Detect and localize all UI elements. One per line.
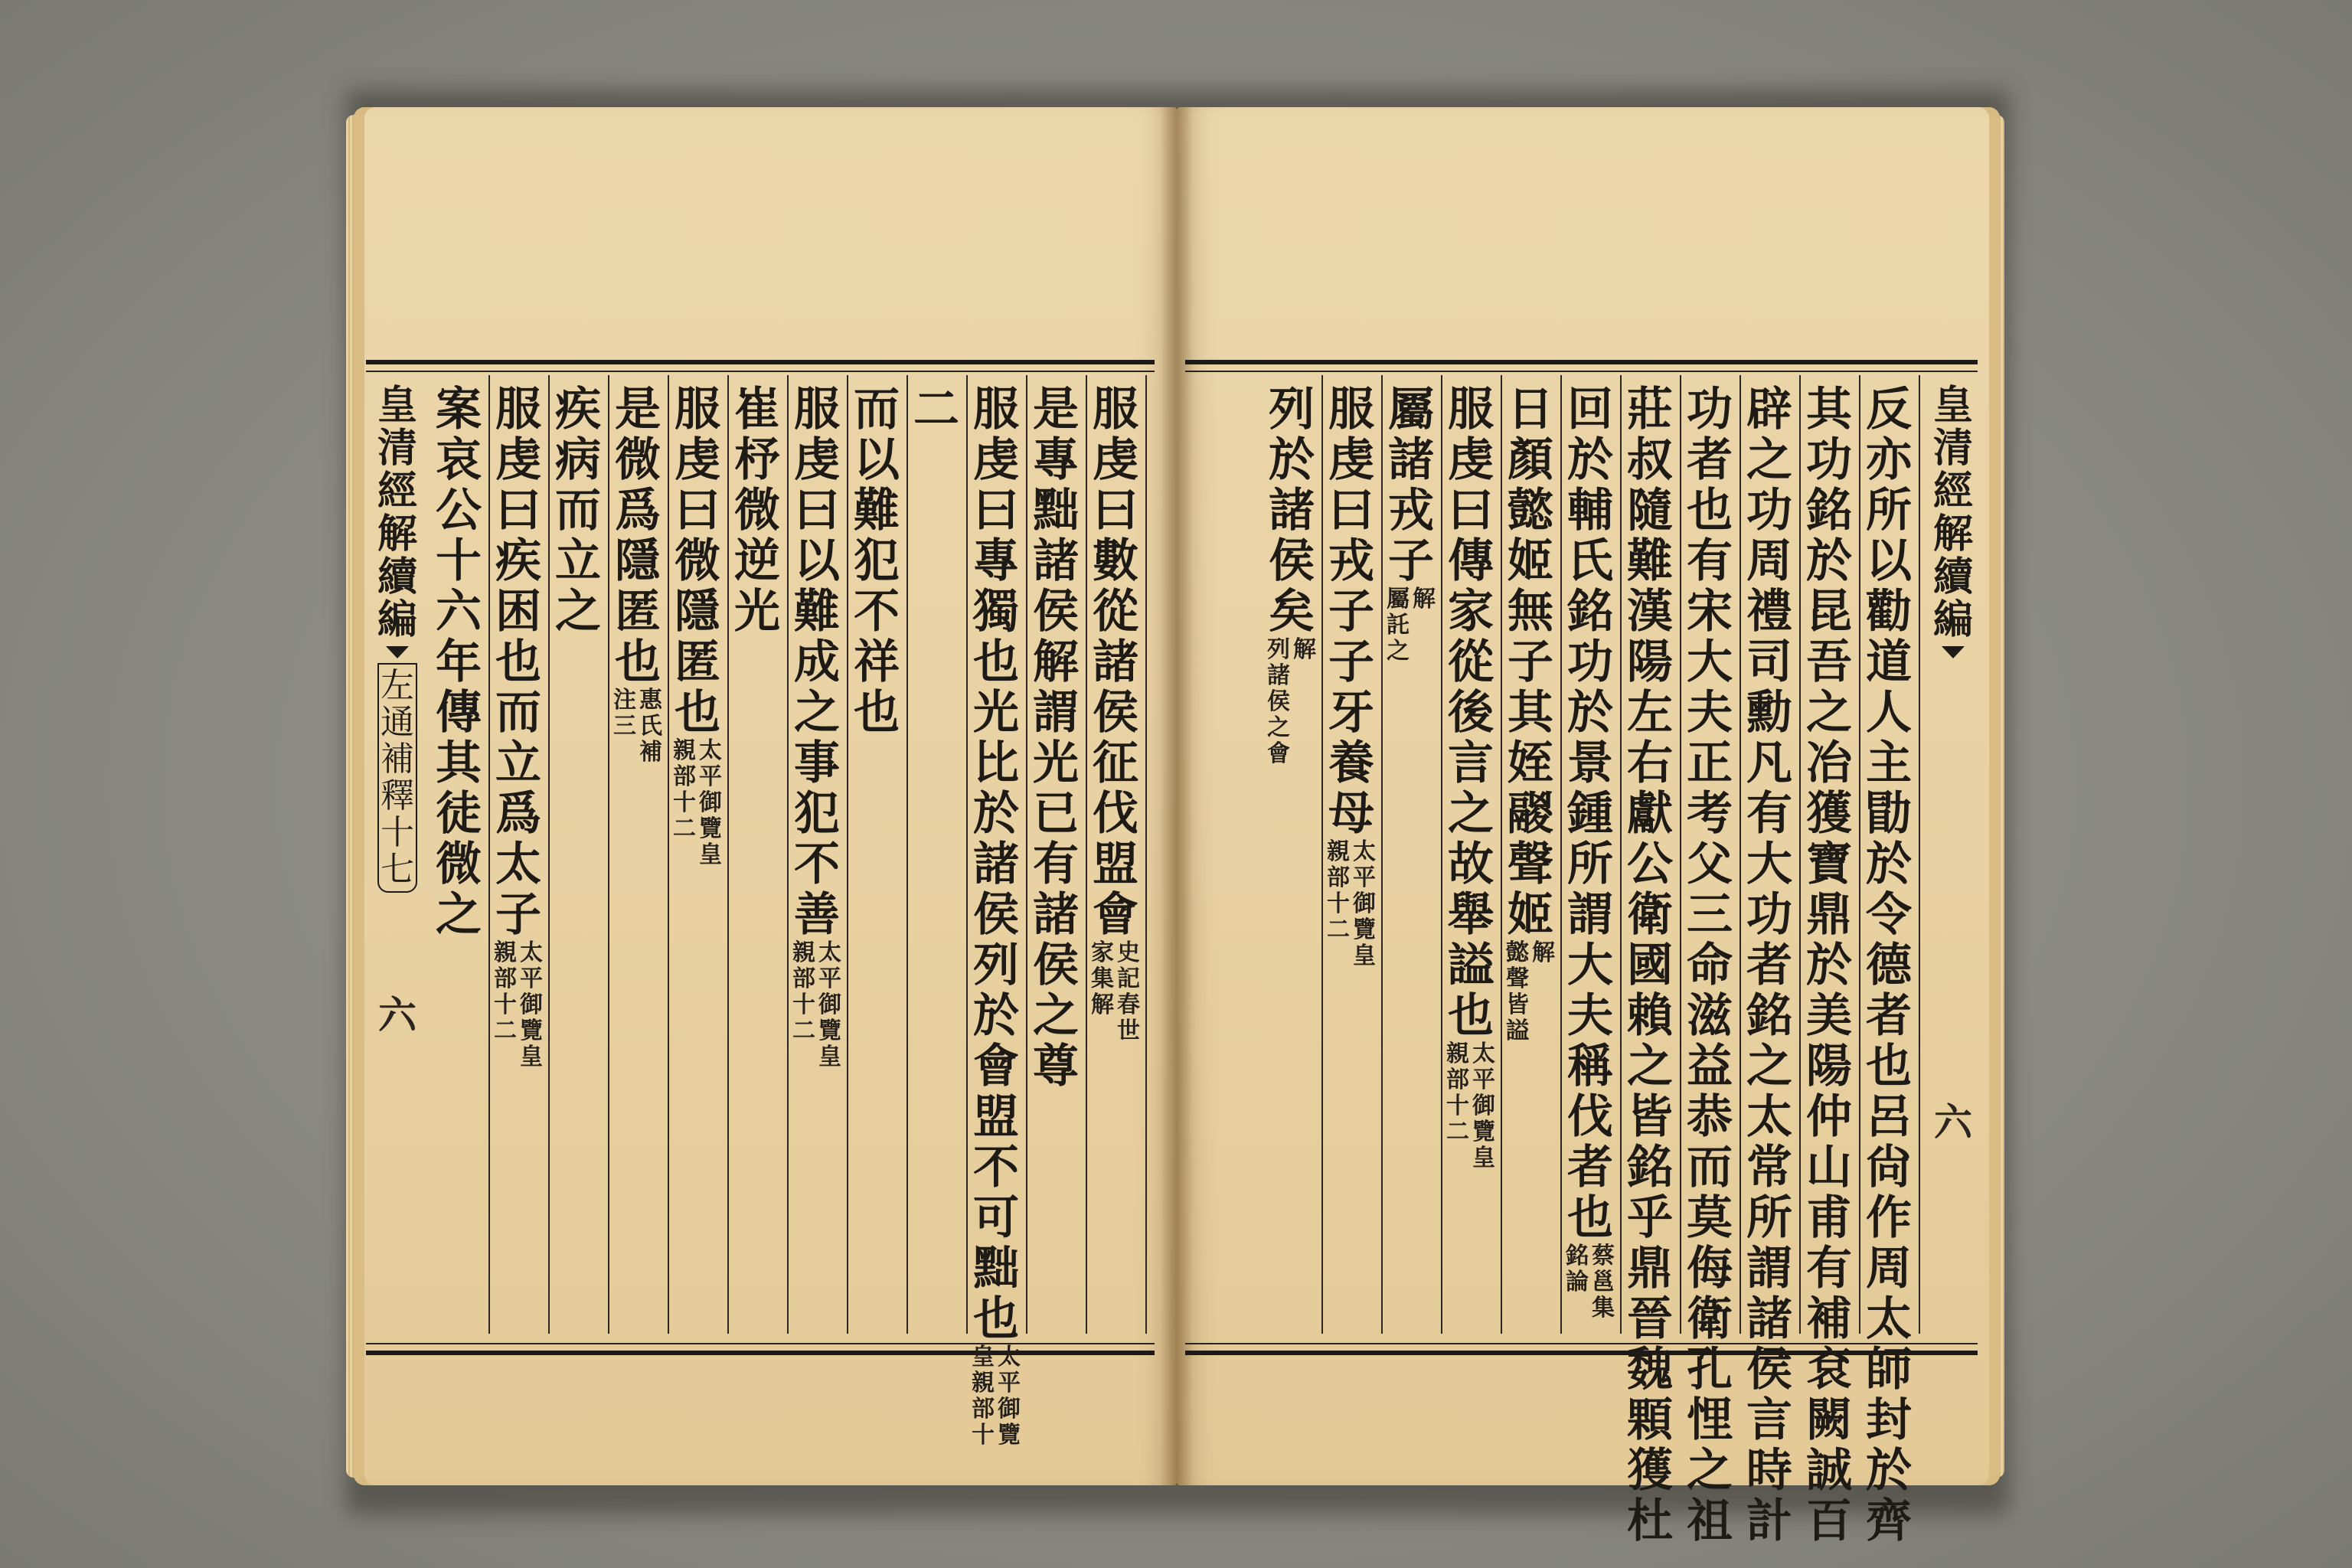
commentary-note	[971, 1344, 1021, 1449]
commentary-note	[672, 738, 723, 868]
column-rule	[1381, 375, 1383, 1334]
note-line: 太 平 御 覽 皇	[1472, 1040, 1495, 1171]
note-line: 親 部 十 二	[792, 939, 815, 1044]
left-folio: 六	[378, 992, 416, 1037]
text-column: 其 功 銘 於 昆 吾 之 冶 獲 寶 鼎 於 美 陽 仲 山 甫 有 補 袞 闕 誠 百	[1806, 383, 1852, 1548]
column-rule	[787, 375, 789, 1334]
text-column: 日 顏 懿 姬 無 子 其 姪 鬷 聲 姬 解 懿 聲 皆 謚	[1506, 383, 1555, 1044]
right-text-block	[1185, 360, 1978, 1548]
column-rule	[488, 375, 490, 1334]
note-line: 屬 託 之	[1387, 586, 1410, 665]
column-rule	[608, 375, 609, 1334]
text-column: 是 微 爲 隱 匿 也 惠 氏 補 注 三	[613, 383, 662, 766]
note-line: 親 部 十 二	[1446, 1040, 1469, 1145]
text-column: 而 以 難 犯 不 祥 也	[854, 383, 900, 740]
column-rule	[1145, 375, 1147, 1334]
text-column: 是 專 黜 諸 侯 解 謂 光 已 有 諸 侯 之 尊	[1033, 383, 1079, 1093]
column-rule	[1501, 375, 1502, 1334]
column-rule	[966, 375, 968, 1334]
left-text-block	[366, 360, 1155, 1449]
column-rule	[1441, 375, 1442, 1334]
column-rule	[1740, 375, 1741, 1334]
note-line: 史 記 春 世	[1117, 939, 1140, 1044]
note-line: 解	[1532, 939, 1555, 966]
text-column: 屬 諸 戎 子 解 屬 託 之	[1387, 383, 1436, 665]
fish-tail-mark	[386, 646, 409, 658]
text-column: 二	[913, 383, 959, 436]
commentary-note	[1326, 839, 1377, 969]
text-column: 辟 之 功 周 禮 司 勳 凡 有 大 功 者 銘 之 太 常 所 謂 諸 侯 言 時 計	[1746, 383, 1792, 1548]
note-line: 銘 論	[1566, 1243, 1589, 1295]
text-column: 列 於 諸 侯 矣 解 列 諸 侯 之 會	[1267, 383, 1316, 767]
left-running-title	[372, 384, 423, 1040]
column-rule	[727, 375, 729, 1334]
column-rule	[1620, 375, 1622, 1334]
note-line: 列 諸 侯 之 會	[1267, 636, 1290, 767]
text-column: 莊 叔 隨 難 漢 陽 左 右 獻 公 衛 國 賴 之 皆 銘 乎 鼎 晉 魏 顆 獲 杜	[1627, 383, 1673, 1548]
column-rule	[1799, 375, 1801, 1334]
commentary-note	[612, 688, 663, 766]
note-line: 解	[1413, 586, 1436, 612]
commentary-note	[1266, 637, 1317, 767]
column-rule	[1086, 375, 1087, 1334]
column-rule	[1321, 375, 1323, 1334]
note-line: 親 部 十 二	[673, 737, 696, 842]
commentary-note	[493, 940, 544, 1070]
note-line: 家 集 解	[1091, 939, 1114, 1018]
column-rule	[847, 375, 848, 1334]
commentary-note	[1446, 1041, 1496, 1171]
fish-tail-mark	[1942, 646, 1965, 658]
note-line: 惠 氏 補	[639, 687, 662, 766]
note-line: 蔡 邕 集	[1592, 1243, 1615, 1321]
note-line: 親 部 十 二	[1327, 838, 1350, 943]
text-column: 功 者 也 有 宋 大 夫 正 考 父 三 命 滋 益 恭 而 莫 侮 衛 孔 悝 之 祖	[1687, 383, 1733, 1548]
note-line: 太 平 御 覽 皇	[520, 939, 543, 1070]
note-line: 太 平 御 覽 皇	[1353, 838, 1376, 969]
text-column: 服 虔 曰 數 從 諸 侯 征 伐 盟 會 史 記 春 世 家 集 解	[1091, 383, 1140, 1044]
column-rule	[1560, 375, 1562, 1334]
text-column: 回 於 輔 氏 銘 功 於 景 鍾 所 謂 大 夫 稱 伐 者 也 蔡 邕 集 銘 論	[1566, 383, 1615, 1321]
column-rule	[1859, 375, 1860, 1334]
column-rule	[1026, 375, 1027, 1334]
text-column: 服 虔 曰 微 隱 匿 也 太 平 御 覽 皇 親 部 十 二	[673, 383, 722, 868]
commentary-note	[1565, 1243, 1615, 1321]
text-column: 疾 病 而 立 之	[555, 383, 601, 639]
column-rule	[668, 375, 669, 1334]
note-line: 親 部 十 二	[494, 939, 517, 1044]
commentary-note	[1090, 940, 1141, 1044]
column-rule	[548, 375, 550, 1334]
text-column: 崔 杼 微 逆 光	[734, 383, 780, 639]
note-line: 注 三	[613, 687, 636, 740]
right-folio: 六	[1934, 1099, 1972, 1145]
commentary-note	[1505, 940, 1556, 1044]
note-line: 太 平 御 覽	[998, 1344, 1021, 1449]
left-subtitle: 左 通 補 釋 十 七	[377, 663, 417, 893]
note-line: 太 平 御 覽 皇	[699, 737, 722, 868]
note-line: 皇 親 部 十	[972, 1344, 995, 1449]
text-column: 服 虔 曰 傳 家 從 後 言 之 故 舉 謚 也 太 平 御 覽 皇 親 部 十 二	[1446, 383, 1495, 1171]
text-column: 服 虔 曰 專 獨 也 光 比 於 諸 侯 列 於 會 盟 不 可 黜 也 太 平 御 覽 皇 親 部 十	[972, 383, 1021, 1449]
text-column: 案 哀 公 十 六 年 傳 其 徒 微 之	[436, 383, 482, 942]
note-line: 解	[1293, 636, 1316, 663]
column-rule	[1680, 375, 1681, 1334]
text-column: 服 虔 曰 以 難 成 之 事 犯 不 善 太 平 御 覽 皇 親 部 十 二	[792, 383, 841, 1070]
left-title-text: 皇 清 經 解 續 編	[377, 382, 417, 643]
text-column: 服 虔 曰 疾 困 也 而 立 爲 太 子 太 平 御 覽 皇 親 部 十 二	[494, 383, 543, 1070]
text-column: 服 虔 曰 戎 子 子 牙 養 母 太 平 御 覽 皇 親 部 十 二	[1327, 383, 1376, 969]
text-column: 反 亦 所 以 勸 道 人 主 勖 於 令 德 者 也 呂 尙 作 周 太 師 封 於 齊	[1866, 383, 1912, 1548]
column-rule	[1919, 375, 1920, 1334]
commentary-note	[1386, 586, 1436, 665]
column-rule	[906, 375, 908, 1334]
commentary-note	[792, 940, 842, 1070]
right-running-title	[1928, 384, 1978, 1147]
note-line: 太 平 御 覽 皇	[818, 939, 841, 1070]
right-title-text: 皇 清 經 解 續 編	[1932, 382, 1973, 643]
note-line: 懿 聲 皆 謚	[1506, 939, 1529, 1044]
